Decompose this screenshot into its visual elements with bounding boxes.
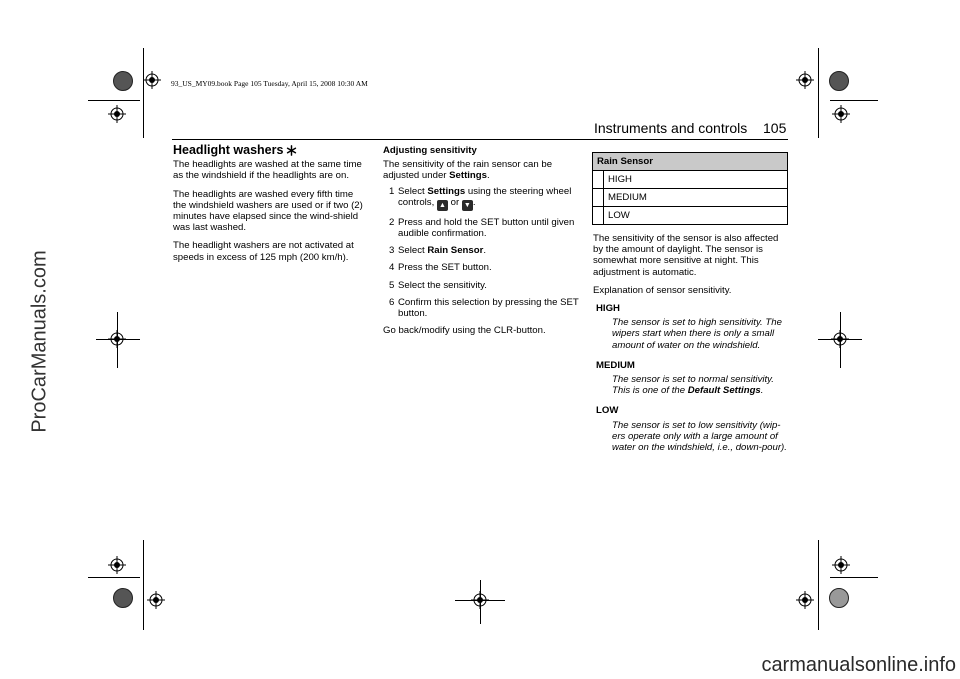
table-row: HIGH [604,171,788,189]
step-item: 6 Confirm this selection by pressing the SET button. [389,296,579,320]
adjusting-outro: Go back/modify using the CLR-button. [383,325,546,337]
sensitivity-description: The sensor is set to high sensitivity. The wipers start when there is only a small amount of water on the windshield. [612,317,782,351]
registration-dot [829,588,849,608]
registration-dot [829,71,849,91]
bottom-watermark: carmanualsonline.info [761,654,956,676]
registration-target-icon [108,105,126,123]
step-item: 1 Select Settings using the steering wheel controls, ▲ or ▼ . [389,185,572,209]
step-item: 5 Select the sensitivity. [389,279,487,291]
adjusting-heading: Adjusting sensitivity [383,145,477,156]
headlight-washers-heading: Headlight washers [173,145,369,156]
sensitivity-description: The sensor is set to normal sensitivity. This is one of the Default Settings. [612,374,774,397]
step-item: 4 Press the SET button. [389,262,492,274]
registration-target-icon [471,591,489,609]
registration-target-icon [143,71,161,89]
washers-paragraph: The headlights are washed at the same time as the windshield if the headlights are on. [173,159,362,182]
washers-paragraph: The headlights are washed every fifth time the windshield washers are used or if two (2) minutes have elapsed since the wind-shield was last washed. [173,188,363,234]
rain-sensor-table [592,152,788,225]
snowflake-icon [286,145,297,156]
registration-target-icon [796,71,814,89]
book-info-line: 93_US_MY09.book Page 105 Tuesday, April 15, 2008 10:30 AM [171,79,368,88]
sensitivity-section [593,233,789,462]
down-arrow-icon: ▼ [462,200,473,211]
headlight-washers-section [173,145,369,270]
section-title: Instruments and controls [594,120,748,136]
side-watermark: ProCarManuals.com [28,250,51,433]
registration-target-icon [832,556,850,574]
step-item: 2 Press and hold the SET button until given audible confirmation. [389,216,575,240]
registration-target-icon [831,330,849,348]
step-item: 3 Select Rain Sensor. [389,245,486,257]
sensitivity-term: LOW [596,405,619,417]
steps-list [383,186,579,320]
washers-paragraph: The headlight washers are not activated at speeds in excess of 125 mph (200 km/h). [173,240,354,263]
sensitivity-paragraph: The sensitivity of the sensor is also affected by the amount of daylight. The sensor is somewhat more sensitive at night. This adjustment is automatic. [593,233,779,278]
up-arrow-icon: ▲ [437,200,448,211]
sensitivity-list [593,303,789,453]
registration-target-icon [108,330,126,348]
registration-target-icon [832,105,850,123]
sensitivity-term: MEDIUM [596,359,635,371]
adjusting-sensitivity-section [383,145,579,343]
registration-target-icon [147,591,165,609]
page-number: 105 [763,120,787,136]
registration-dot [113,588,133,608]
table-row: MEDIUM [604,189,788,207]
sensitivity-description: The sensor is set to low sensitivity (wip-ers operate only with a large amount of water on the windshield, i.e., down-pour). [612,419,787,454]
registration-target-icon [796,591,814,609]
table-row: LOW [604,207,788,225]
registration-dot [113,71,133,91]
rain-sensor-table-header: Rain Sensor [593,153,788,171]
header-rule [172,139,788,140]
sensitivity-paragraph: Explanation of sensor sensitivity. [593,284,732,296]
adjusting-intro: The sensitivity of the rain sensor can be adjusted under Settings. [383,159,553,182]
sensitivity-term: HIGH [596,303,620,315]
registration-target-icon [108,556,126,574]
